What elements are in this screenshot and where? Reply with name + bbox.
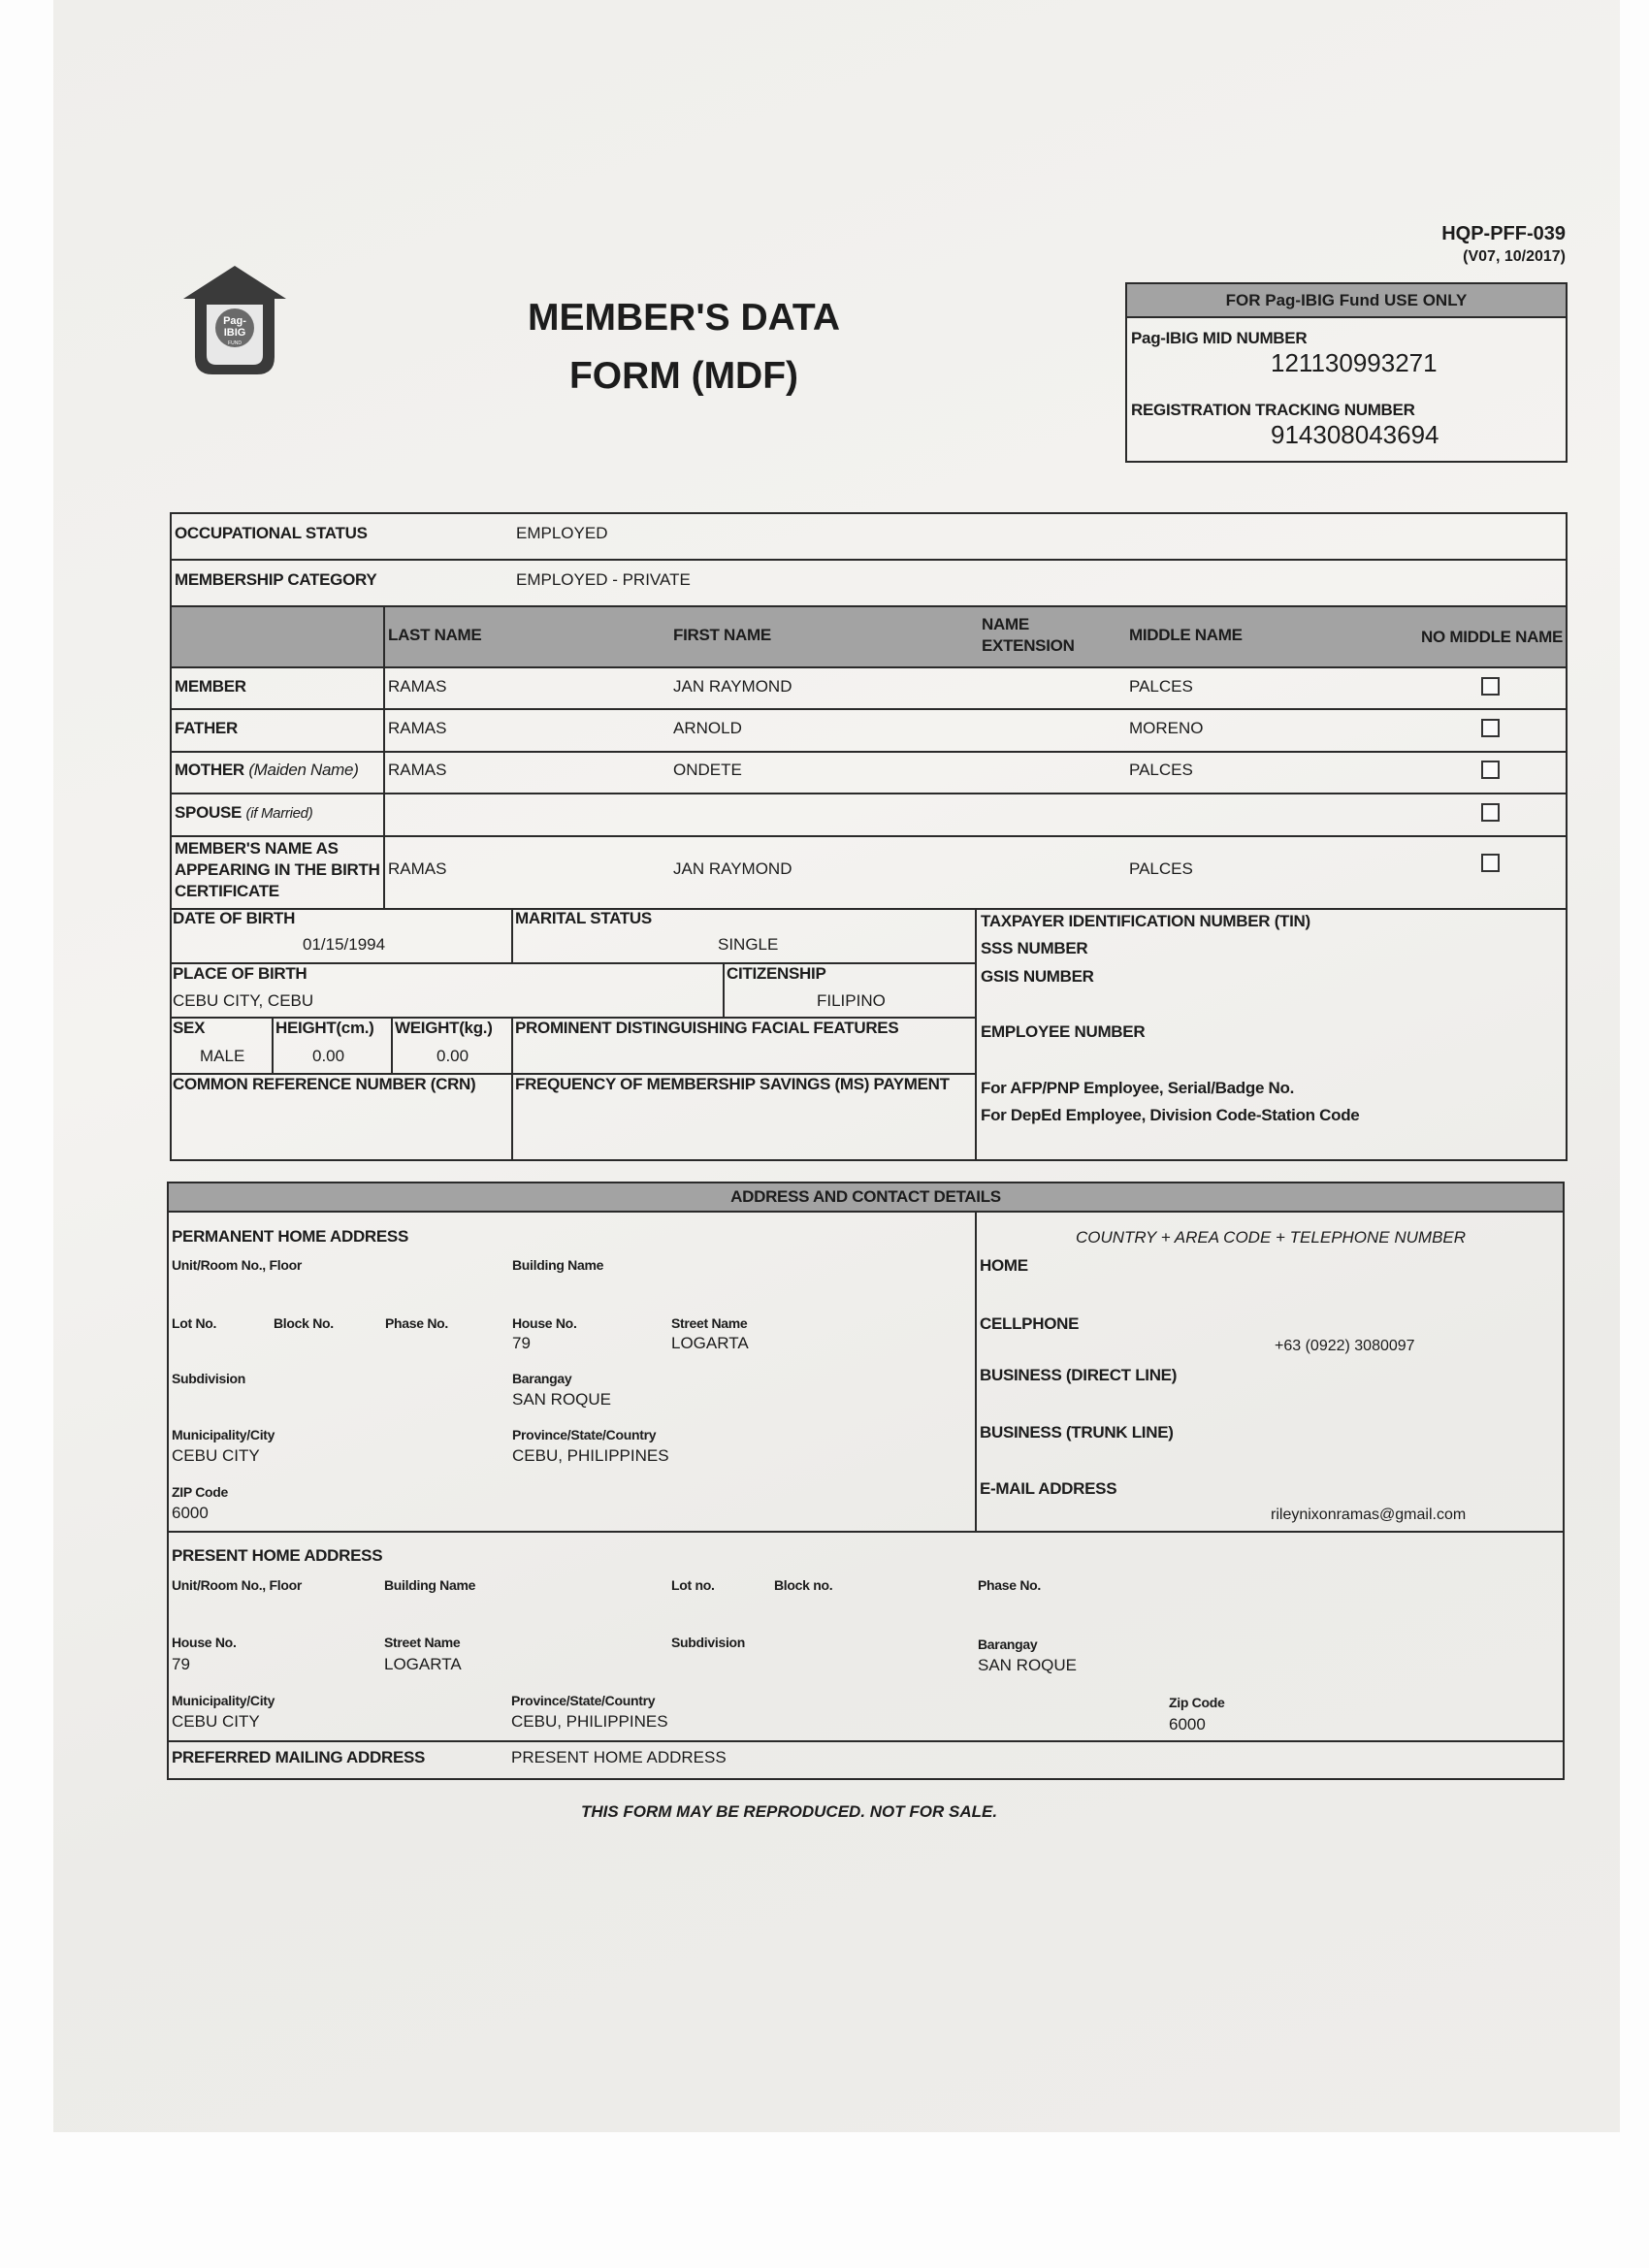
perm-city-value: CEBU CITY (172, 1446, 260, 1465)
sex-label: SEX (173, 1019, 206, 1037)
perm-lot-label: Lot No. (172, 1315, 217, 1331)
pres-house-label: House No. (172, 1635, 237, 1650)
pres-house-value: 79 (172, 1655, 190, 1673)
mother-label-text: MOTHER (175, 761, 244, 779)
father-no-middle-name-checkbox[interactable] (1481, 719, 1500, 737)
member-first-name: JAN RAYMOND (673, 677, 792, 696)
spouse-no-middle-name-checkbox[interactable] (1481, 803, 1500, 822)
fund-use-only-box (1125, 282, 1568, 463)
spouse-label-note: (if Married) (245, 805, 313, 822)
mid-number-label: Pag-IBIG MID NUMBER (1131, 329, 1308, 347)
pres-barangay-label: Barangay (978, 1636, 1038, 1652)
deped-label: For DepEd Employee, Division Code-Station Code (981, 1106, 1360, 1124)
tin-label: TAXPAYER IDENTIFICATION NUMBER (TIN) (981, 912, 1310, 930)
perm-province-label: Province/State/Country (512, 1427, 657, 1442)
sss-label: SSS NUMBER (981, 939, 1088, 957)
row-member-label: MEMBER (175, 677, 246, 696)
gsis-label: GSIS NUMBER (981, 967, 1094, 986)
birth-cert-first-name: JAN RAYMOND (673, 859, 792, 878)
logo-text-1: Pag- (223, 315, 246, 327)
birth-cert-last-name: RAMAS (388, 859, 447, 878)
ms-payment-frequency-label: FREQUENCY OF MEMBERSHIP SAVINGS (MS) PAYMENT (515, 1075, 950, 1093)
dob-value: 01/15/1994 (303, 935, 386, 954)
row-birth-certificate-label (175, 838, 380, 902)
father-middle-name: MORENO (1129, 719, 1204, 737)
mother-first-name: ONDETE (673, 761, 742, 779)
citizenship-label: CITIZENSHIP (727, 964, 826, 983)
pres-phase-label: Phase No. (978, 1577, 1041, 1593)
address-contact-table (167, 1182, 1565, 1780)
membership-category-label: MEMBERSHIP CATEGORY (175, 570, 377, 589)
col-no-middle-name: NO MIDDLE NAME (1421, 628, 1563, 646)
form-title-line2: FORM (MDF) (568, 355, 799, 397)
footer-note: THIS FORM MAY BE REPRODUCED. NOT FOR SALE. (580, 1802, 998, 1821)
spouse-label-text: SPOUSE (175, 803, 242, 822)
occupational-status-label: OCCUPATIONAL STATUS (175, 524, 368, 542)
birth-cert-label-1: MEMBER'S NAME AS (175, 839, 339, 858)
cellphone-label: CELLPHONE (980, 1314, 1080, 1333)
address-header-title: ADDRESS AND CONTACT DETAILS (730, 1187, 1001, 1206)
birth-cert-label-2: APPEARING IN THE BIRTH (175, 860, 380, 879)
email-value: rileynixonramas@gmail.com (1271, 1507, 1467, 1523)
father-last-name: RAMAS (388, 719, 447, 737)
member-middle-name: PALCES (1129, 677, 1193, 696)
birth-cert-no-middle-name-checkbox[interactable] (1481, 854, 1500, 872)
home-phone-label: HOME (980, 1256, 1028, 1275)
perm-subdivision-label: Subdivision (172, 1371, 246, 1386)
pres-province-value: CEBU, PHILIPPINES (511, 1712, 668, 1731)
perm-province-value: CEBU, PHILIPPINES (512, 1446, 669, 1465)
perm-street-value: LOGARTA (671, 1334, 749, 1352)
perm-barangay-label: Barangay (512, 1371, 572, 1386)
pob-label: PLACE OF BIRTH (173, 964, 307, 983)
employee-number-label: EMPLOYEE NUMBER (981, 1022, 1146, 1041)
afp-pnp-label: For AFP/PNP Employee, Serial/Badge No. (981, 1079, 1295, 1097)
perm-block-label: Block No. (274, 1315, 334, 1331)
perm-barangay-value: SAN ROQUE (512, 1390, 612, 1409)
row-spouse-label (175, 803, 312, 823)
perm-house-value: 79 (512, 1334, 531, 1352)
height-label: HEIGHT(cm.) (275, 1019, 374, 1037)
marital-status-value: SINGLE (718, 935, 779, 954)
mother-middle-name: PALCES (1129, 761, 1193, 779)
pres-building-label: Building Name (384, 1577, 476, 1593)
perm-street-label: Street Name (671, 1315, 748, 1331)
mid-number-value: 121130993271 (1271, 348, 1438, 377)
business-direct-label: BUSINESS (DIRECT LINE) (980, 1366, 1178, 1384)
birth-cert-middle-name: PALCES (1129, 859, 1193, 878)
pres-unit-label: Unit/Room No., Floor (172, 1577, 302, 1593)
membership-category-value: EMPLOYED - PRIVATE (516, 570, 691, 589)
perm-unit-label: Unit/Room No., Floor (172, 1257, 302, 1273)
mother-label-note: (Maiden Name) (248, 761, 359, 779)
preferred-mailing-label: PREFERRED MAILING ADDRESS (172, 1748, 426, 1766)
form-code: HQP-PFF-039 (1441, 223, 1566, 244)
perm-zip-label: ZIP Code (172, 1484, 229, 1500)
col-name-extension-2: EXTENSION (982, 636, 1075, 655)
crn-label: COMMON REFERENCE NUMBER (CRN) (173, 1075, 476, 1093)
facial-features-label: PROMINENT DISTINGUISHING FACIAL FEATURES (515, 1019, 899, 1037)
pres-block-label: Block no. (774, 1577, 833, 1593)
perm-phase-label: Phase No. (385, 1315, 448, 1331)
pres-street-label: Street Name (384, 1635, 461, 1650)
row-mother-label (175, 761, 359, 780)
height-value: 0.00 (312, 1047, 345, 1065)
preferred-mailing-value: PRESENT HOME ADDRESS (511, 1748, 727, 1766)
col-middle-name: MIDDLE NAME (1129, 626, 1243, 644)
pres-province-label: Province/State/Country (511, 1693, 656, 1708)
weight-value: 0.00 (436, 1047, 469, 1065)
weight-label: WEIGHT(kg.) (395, 1019, 493, 1037)
logo-text-2: IBIG (223, 327, 246, 339)
pres-street-value: LOGARTA (384, 1655, 462, 1673)
pag-ibig-logo (178, 260, 292, 381)
occupational-status-value: EMPLOYED (516, 524, 608, 542)
pres-city-label: Municipality/City (172, 1693, 275, 1708)
email-label: E-MAIL ADDRESS (980, 1479, 1117, 1498)
col-first-name: FIRST NAME (673, 626, 771, 644)
citizenship-value: FILIPINO (817, 991, 886, 1010)
birth-cert-label-3: CERTIFICATE (175, 882, 279, 900)
logo-text-3: FUND (228, 340, 242, 346)
permanent-address-title: PERMANENT HOME ADDRESS (172, 1227, 409, 1246)
business-trunk-label: BUSINESS (TRUNK LINE) (980, 1423, 1174, 1442)
mother-last-name: RAMAS (388, 761, 447, 779)
pres-zip-value: 6000 (1169, 1715, 1206, 1733)
perm-house-label: House No. (512, 1315, 577, 1331)
marital-status-label: MARITAL STATUS (515, 909, 652, 927)
dob-label: DATE OF BIRTH (173, 909, 296, 927)
present-address-title: PRESENT HOME ADDRESS (172, 1546, 383, 1565)
perm-zip-value: 6000 (172, 1504, 209, 1522)
rtn-value: 914308043694 (1271, 420, 1439, 449)
pres-barangay-value: SAN ROQUE (978, 1656, 1078, 1674)
perm-city-label: Municipality/City (172, 1427, 275, 1442)
cellphone-value: +63 (0922) 3080097 (1275, 1338, 1415, 1354)
pres-subdivision-label: Subdivision (671, 1635, 746, 1650)
form-title-line1: MEMBER'S DATA (528, 297, 840, 339)
member-no-middle-name-checkbox[interactable] (1481, 677, 1500, 696)
col-name-extension-1: NAME (982, 615, 1029, 633)
perm-building-label: Building Name (512, 1257, 604, 1273)
col-last-name: LAST NAME (388, 626, 482, 644)
mother-no-middle-name-checkbox[interactable] (1481, 761, 1500, 779)
sex-value: MALE (200, 1047, 245, 1065)
row-father-label: FATHER (175, 719, 238, 737)
pob-value: CEBU CITY, CEBU (173, 991, 314, 1010)
pres-zip-label: Zip Code (1169, 1695, 1225, 1710)
fund-use-only-title: FOR Pag-IBIG Fund USE ONLY (1127, 284, 1566, 318)
rtn-label: REGISTRATION TRACKING NUMBER (1131, 401, 1415, 419)
phone-format-hint: COUNTRY + AREA CODE + TELEPHONE NUMBER (1075, 1228, 1467, 1247)
pres-city-value: CEBU CITY (172, 1712, 260, 1731)
member-last-name: RAMAS (388, 677, 447, 696)
form-version: (V07, 10/2017) (1463, 248, 1566, 265)
father-first-name: ARNOLD (673, 719, 742, 737)
pres-lot-label: Lot no. (671, 1577, 715, 1593)
